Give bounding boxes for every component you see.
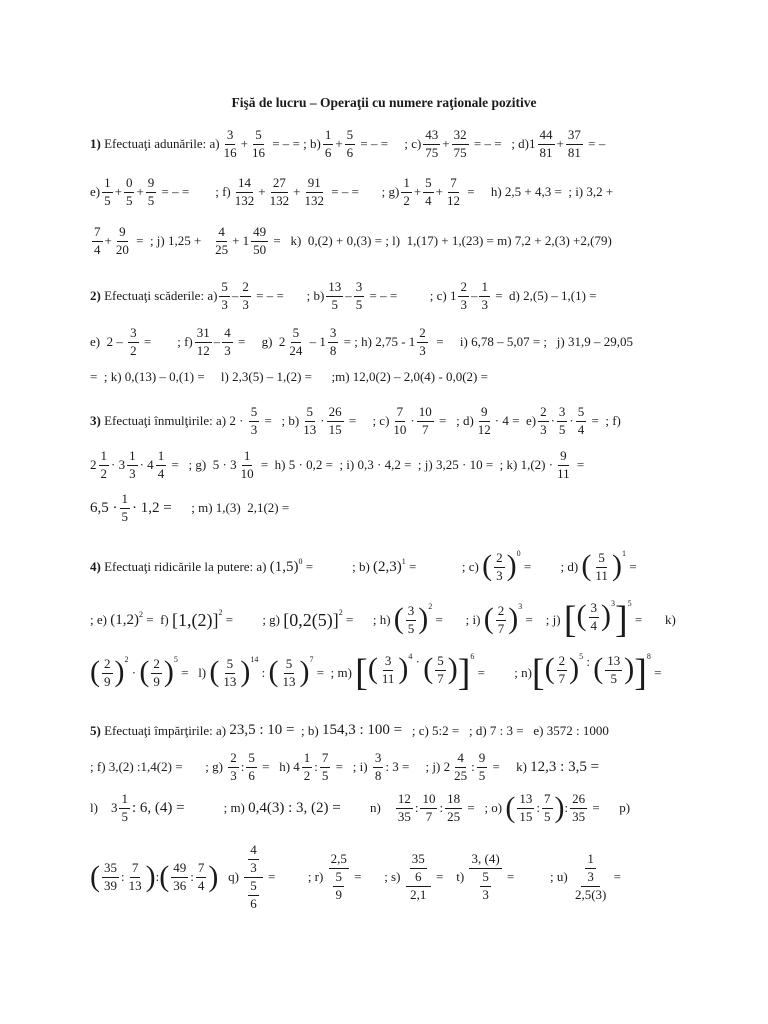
item-j-label: ; j) xyxy=(545,612,561,627)
exercise-1-line-3: $\frac{7}{4}$ + $\frac{9}{20}$ = ; j) 1,25 + $\frac{4}{25}$ + 1 $\frac{49}{50}$ = k) 0,(2) + 0,(3) = ; l) 1,(17) + 1,(23) = m) 7,2 + 2,(3) +2,(79) xyxy=(94,224,612,257)
power-expression: ( $\frac{5}{13}$ ) $^7$ xyxy=(268,654,314,689)
fraction: $\frac{14}{132}$ xyxy=(234,175,255,208)
item-f-label: ; f) xyxy=(177,334,193,350)
item-m-label: ; m) xyxy=(223,800,245,816)
item-g-label: ; g) xyxy=(262,612,281,627)
item-b-label: ; b) xyxy=(306,288,325,304)
fraction: $\frac{9}{5}$ xyxy=(478,750,486,783)
item-j-label: ; j) xyxy=(417,457,433,473)
fraction: $\frac{5}{3}$ xyxy=(250,404,258,437)
fraction: $\frac{7}{4}$ xyxy=(197,859,205,893)
fraction: $\frac{3}{5}$ xyxy=(558,404,566,437)
item-r-label: ; r) xyxy=(307,869,324,885)
fraction: $\frac{0}{5}$ xyxy=(125,175,133,208)
item-g-label: ; g) xyxy=(205,759,223,775)
fraction: $\frac{5}{6}$ xyxy=(346,127,354,160)
exercise-5-line-4: ( $\frac{35}{39}$ : $\frac{7}{13}$ ) : ( $\frac{49}{36}$ : $\frac{7}{4}$ ) q) $\frac{\frac{4}{3}}{\frac{5}{6}}$ = ; r) $\frac{2,5}{\frac{5}{9}}$ = ; s) $\frac{\frac{35}{6}}{2,1}$ = t) $\frac{3, (4)}{\frac{5}{3}}$ = ; u) $\frac{\frac{1}{3}}{2,5(3)}$ = xyxy=(90,842,621,911)
item-g-label: g) xyxy=(261,334,273,350)
exercise-1-line-2: e) $\frac{1}{5}$ + $\frac{0}{5}$ + $\frac{9}{5}$ = – = ; f) $\frac{14}{132}$ + $\frac{27}{132}$ + $\frac{91}{132}$ = – = ; g) $\frac{1}{2}$ + $\frac{5}{4}$ + $\frac{7}{12}$ = h) 2,5 + 4,3 = ; i) 3,2 + xyxy=(90,175,614,208)
fraction: $\frac{2}{3}$ xyxy=(230,750,237,783)
exercise-2-heading: Efectuaţi scăderile: a) xyxy=(104,288,218,304)
power-expression: [ ( $\frac{2}{7}$ ) $^5$ : ( $\frac{13}{5}$ ) ] $^8$ xyxy=(531,652,651,694)
fraction: $\frac{35}{39}$ xyxy=(104,859,117,893)
fraction: $\frac{3}{5}$ xyxy=(355,279,363,312)
fraction: $\frac{3}{2}$ xyxy=(130,325,137,358)
power-expression: [1,(2)] $^2$ xyxy=(171,607,223,630)
item-d-label: ; d) xyxy=(560,559,579,575)
fraction: $\frac{1}{2}$ xyxy=(100,448,107,481)
fraction: $\frac{1}{6}$ xyxy=(324,127,332,160)
item-k-l-m-text: k) 0,(2) + 0,(3) = ; l) 1,(17) + 1,(23) = m) 7,2 + 2,(3) +2,(79) xyxy=(290,233,612,249)
exercise-3-line-2: 2 $\frac{1}{2}$ · 3 $\frac{1}{3}$ · 4 $\frac{1}{4}$ = ; g) 5 · 3 $\frac{1}{10}$ = h) 5 · 0,2 = ; i) 0,3 · 4,2 = ; j) 3,25 · 10 = ; k) 1,(2) · $\frac{9}{11}$ = xyxy=(90,448,585,481)
fraction: $\frac{4}{3}$ xyxy=(224,325,231,358)
fraction: $\frac{5}{3}$ xyxy=(221,279,228,312)
power-expression: [0,2(5)] $^2$ xyxy=(283,607,343,630)
fraction: $\frac{5}{13}$ xyxy=(303,404,317,437)
exercise-4-line-2: ; e) (1,2) $^2$ = f) [1,(2)] $^2$ = ; g) [0,2(5)] $^2$ = ; h) ( $\frac{3}{5}$ ) $^2$ = ; i) ( $\frac{2}{7}$ ) $^3$ = ; j) [ ( $\frac{3}{4}$ ) $^3$ ] $^5$ = k) xyxy=(90,599,676,641)
power-expression: ( $\frac{2}{3}$ ) $^0$ xyxy=(482,549,521,583)
fraction: $\frac{7}{5}$ xyxy=(321,750,329,783)
fraction: $\frac{1}{5}$ xyxy=(104,175,111,208)
item-m-expression: 0,4(3) : 3, (2) = xyxy=(248,799,341,816)
exercise-5-number: 5) xyxy=(90,722,101,738)
fraction: $\frac{9}{12}$ xyxy=(477,404,491,437)
fraction: $\frac{7}{12}$ xyxy=(447,175,460,208)
item-i-label: ; i) xyxy=(465,612,481,627)
fraction: $\frac{2}{3}$ xyxy=(419,325,426,358)
exercise-1-heading: Efectuaţi adunările: a) xyxy=(104,136,220,152)
fraction: $\frac{10}{7}$ xyxy=(422,791,436,824)
fraction: $\frac{26}{35}$ xyxy=(572,791,586,824)
fraction: $\frac{18}{25}$ xyxy=(447,791,461,824)
complex-fraction: $\frac{\frac{4}{3}}{\frac{5}{6}}$ xyxy=(244,843,263,912)
fraction: $\frac{13}{5}$ xyxy=(328,279,342,312)
fraction: $\frac{1}{3}$ xyxy=(129,448,136,481)
power-expression: ( $\frac{3}{5}$ ) $^2$ xyxy=(393,601,433,636)
fraction: $\frac{9}{20}$ xyxy=(115,224,129,257)
item-m-label: ; m) xyxy=(330,665,352,680)
item-d-label: ; d) xyxy=(511,136,530,152)
item-l-label: l) xyxy=(198,665,207,680)
fraction: $\frac{5}{4}$ xyxy=(577,404,585,437)
power-expression: ( $\frac{5}{11}$ ) $^1$ xyxy=(581,549,626,583)
fraction: $\frac{26}{15}$ xyxy=(328,404,342,437)
item-d-label: ; d) xyxy=(456,413,474,429)
fraction: $\frac{2}{3}$ xyxy=(242,279,249,312)
complex-fraction: $\frac{3, (4)}{\frac{5}{3}}$ xyxy=(471,850,500,902)
item-c-d-e-text: ; c) 5:2 = ; d) 7 : 3 = e) 3572 : 1000 xyxy=(411,722,609,738)
item-h-label: h) xyxy=(274,457,286,473)
fraction: $\frac{2}{3}$ xyxy=(540,404,547,437)
fraction: $\frac{3}{16}$ xyxy=(223,127,237,160)
exercise-3-heading: Efectuaţi înmulţirile: a) xyxy=(104,413,227,429)
item-d-text: d) 2,(5) – 1,(1) = xyxy=(509,288,597,304)
item-l-label: l) xyxy=(90,800,98,816)
item-k-expression: 12,3 : 3,5 = xyxy=(530,758,600,775)
complex-fraction: $\frac{2,5}{\frac{5}{9}}$ xyxy=(330,850,347,902)
item-f-label: f) xyxy=(160,612,169,627)
fraction: $\frac{1}{2}$ xyxy=(303,750,311,783)
item-f-text: ; f) 3,(2) :1,4(2) = xyxy=(90,759,183,775)
item-b-label: ; b) xyxy=(303,136,321,152)
fraction: $\frac{5}{24}$ xyxy=(289,325,303,358)
exercise-4-number: 4) xyxy=(90,559,101,575)
power-expression: (1,2) $^2$ xyxy=(110,609,143,628)
fraction: $\frac{1}{5}$ xyxy=(121,791,128,824)
exercise-2-line-1: 2) Efectuaţi scăderile: a) $\frac{5}{3}$ – $\frac{2}{3}$ = – = ; b) $\frac{13}{5}$ – $\frac{3}{5}$ = – = ; c) 1 $\frac{2}{3}$ – $\frac{1}{3}$ = d) 2,(5) – 1,(1) = xyxy=(90,279,597,312)
fraction: $\frac{4}{25}$ xyxy=(454,750,468,783)
item-c-label: ; c) xyxy=(372,413,390,429)
fraction: $\frac{37}{81}$ xyxy=(567,127,581,160)
item-j-label: ; j) 1,25 + xyxy=(149,233,202,249)
item-f-label: ; f) xyxy=(605,413,621,429)
exercise-5-line-2: ; f) 3,(2) :1,4(2) = ; g) $\frac{2}{3}$ : $\frac{5}{6}$ = h) 4 $\frac{1}{2}$ : $\frac{7}{5}$ = ; i) $\frac{3}{8}$ : 3 = ; j) 2 $\frac{4}{25}$ : $\frac{9}{5}$ = k) 12,3 : 3,5 = xyxy=(90,750,600,783)
power-expression: ( $\frac{2}{9}$ ) $^5$ xyxy=(139,654,178,689)
item-n-label: n) xyxy=(370,800,381,816)
item-f-label: ; f) xyxy=(215,184,231,200)
item-c-label: ; c) xyxy=(461,559,479,575)
fraction: $\frac{27}{132}$ xyxy=(269,175,290,208)
item-b-label: ; b) xyxy=(281,413,300,429)
fraction: $\frac{5}{4}$ xyxy=(425,175,432,208)
item-i-label: ; i) xyxy=(339,457,355,473)
exercise-2-line-2: e) 2 – $\frac{3}{2}$ = ; f) $\frac{31}{12}$ – $\frac{4}{3}$ = g) 2 $\frac{5}{24}$ – 1 $\frac{3}{8}$ = ; h) 2,75 - 1 $\frac{2}{3}$ = i) 6,78 – 5,07 = ; j) 31,9 – 29,05 xyxy=(90,325,633,358)
fraction: $\frac{49}{36}$ xyxy=(173,859,187,893)
item-l-prefix: 6,5 · xyxy=(90,499,118,516)
exercise-1-number: 1) xyxy=(90,136,101,152)
item-o-label: ; o) xyxy=(484,800,503,816)
item-a-expression: 23,5 : 10 = xyxy=(229,722,295,738)
power-expression: [ ( $\frac{3}{4}$ ) $^3$ ] $^5$ xyxy=(563,599,632,641)
item-e-label: e) xyxy=(90,334,101,350)
item-p-label: p) xyxy=(619,800,631,816)
item-k-label: ; k) 1,(2) · xyxy=(499,457,554,473)
fraction: $\frac{5}{16}$ xyxy=(251,127,265,160)
fraction: $\frac{4}{25}$ xyxy=(215,224,229,257)
fraction: $\frac{9}{11}$ xyxy=(557,448,570,481)
page-title: Fişă de lucru – Operaţii cu numere raţionale pozitive xyxy=(231,95,537,110)
fraction: $\frac{44}{81}$ xyxy=(539,127,553,160)
item-b-label: ; b) xyxy=(300,722,319,738)
exercise-3-line-3 xyxy=(90,492,289,525)
exercise-5-line-1 xyxy=(90,722,609,739)
item-b-label: ; b) xyxy=(352,559,370,575)
power-expression: ( $\frac{5}{13}$ ) $^{14}$ xyxy=(209,654,259,689)
fraction: $\frac{91}{132}$ xyxy=(304,175,324,208)
fraction: $\frac{1}{10}$ xyxy=(240,448,254,481)
item-t-label: t) xyxy=(456,869,465,885)
fraction: $\frac{7}{4}$ xyxy=(94,224,101,257)
exercise-4-line-3: ( $\frac{2}{9}$ ) $^2$ · ( $\frac{2}{9}$ ) $^5$ = l) ( $\frac{5}{13}$ ) $^{14}$ : ( $\frac{5}{13}$ ) $^7$ = ; m) [ ( $\frac{3}{11}$ ) $^4$ · ( $\frac{5}{7}$ ) ] $^6$ = ; n) [ ( $\frac{2}{7}$ ) $^5$ : ( $\frac{13}{5}$ ) ] $^8$ = xyxy=(90,652,662,694)
fraction: $\frac{31}{12}$ xyxy=(196,325,210,358)
fraction: $\frac{13}{15}$ xyxy=(519,791,533,824)
complex-fraction: $\frac{\frac{1}{3}}{2,5(3)}$ xyxy=(574,850,607,902)
item-g-label: ; g) xyxy=(188,457,207,473)
fraction: $\frac{43}{75}$ xyxy=(425,127,439,160)
fraction: $\frac{9}{5}$ xyxy=(147,175,155,208)
fraction: $\frac{3}{8}$ xyxy=(329,325,337,358)
fraction: $\frac{1}{4}$ xyxy=(157,448,165,481)
exercise-3-line-1: 3) Efectuaţi înmulţirile: a) 2 · $\frac{5}{3}$ = ; b) $\frac{5}{13}$ · $\frac{26}{15}$ = ; c) $\frac{7}{10}$ · $\frac{10}{7}$ = ; d) $\frac{9}{12}$ · 4 = e) $\frac{2}{3}$ · $\frac{3}{5}$ · $\frac{5}{4}$ = ; f) xyxy=(90,404,621,437)
fraction: $\frac{1}{5}$ xyxy=(121,491,128,524)
item-i-j-text: i) 6,78 – 5,07 = ; j) 31,9 – 29,05 xyxy=(459,334,633,350)
fraction: $\frac{7}{5}$ xyxy=(544,791,551,824)
item-e-label: ; e) xyxy=(90,612,107,627)
fraction: $\frac{2}{3}$ xyxy=(460,279,467,312)
item-h-expression: 5 · 0,2 = xyxy=(288,457,333,473)
fraction: $\frac{32}{75}$ xyxy=(453,127,467,160)
fraction: $\frac{1}{2}$ xyxy=(403,175,410,208)
fraction: $\frac{7}{10}$ xyxy=(393,404,407,437)
fraction: $\frac{12}{35}$ xyxy=(397,791,411,824)
item-k-l-m-text: = ; k) 0,(13) – 0,(1) = l) 2,3(5) – 1,(2) = ;m) 12,0(2) – 2,0(4) - 0,0(2) = xyxy=(90,369,488,384)
power-expression: ( $\frac{2}{9}$ ) $^2$ xyxy=(90,654,129,689)
item-g-label: ; g) xyxy=(381,184,400,200)
exercise-4-line-1: 4) Efectuaţi ridicările la putere: a) (1,5) $^0$ = ; b) (2,3) $^1$ = ; c) ( $\frac{2}{3}$ ) $^0$ = ; d) ( $\frac{5}{11}$ ) $^1$ = xyxy=(90,549,637,583)
exercise-5-line-3: l) 3 $\frac{1}{5}$ : 6, (4) = ; m) 0,4(3) : 3, (2) = n) $\frac{12}{35}$ : $\frac{10}{7}$ : $\frac{18}{25}$ = ; o) ( $\frac{13}{15}$ : $\frac{7}{5}$ ) : $\frac{26}{35}$ = p) xyxy=(90,791,631,825)
item-h-label: h) xyxy=(279,759,291,775)
item-l-suffix: · 1,2 = xyxy=(132,499,172,516)
fraction: $\frac{10}{7}$ xyxy=(418,404,432,437)
item-s-label: ; s) xyxy=(384,869,401,885)
fraction: $\frac{5}{6}$ xyxy=(248,750,255,783)
exercise-1-line-1: 1) Efectuaţi adunările: a) $\frac{3}{16}$ + $\frac{5}{16}$ = – = ; b) $\frac{1}{6}$ + $\frac{5}{6}$ = – = ; c) $\frac{43}{75}$ + $\frac{32}{75}$ = – = ; d) 1 $\frac{44}{81}$ + $\frac{37}{81}$ = – xyxy=(90,127,606,160)
item-e-label: e) xyxy=(525,413,537,429)
item-n-label: ; n) xyxy=(514,665,532,680)
item-m-label: ; m) 1,(3) xyxy=(191,500,241,516)
item-k-label: k) xyxy=(665,612,676,627)
power-expression: [ ( $\frac{3}{11}$ ) $^4$ · ( $\frac{5}{7}$ ) ] $^6$ xyxy=(355,652,475,694)
item-h-label: ; h) xyxy=(372,612,391,627)
item-m-expression: 2,1(2) = xyxy=(247,500,290,516)
exercise-5-heading: Efectuaţi împărţirile: a) xyxy=(104,722,227,738)
power-expression: (1,5) $^0$ xyxy=(269,556,303,575)
item-i-label: ; i) xyxy=(352,759,368,775)
item-c-label: ; c) xyxy=(429,288,447,304)
item-k-label: k) xyxy=(516,759,527,775)
item-i-expression: 0,3 · 4,2 = xyxy=(357,457,412,473)
exercise-3-number: 3) xyxy=(90,413,101,429)
item-c-label: ; c) xyxy=(404,136,422,152)
item-j-expression: 3,25 · 10 = xyxy=(435,457,494,473)
fraction: $\frac{3}{8}$ xyxy=(374,750,382,783)
power-expression: (2,3) $^1$ xyxy=(373,556,406,575)
fraction: $\frac{7}{13}$ xyxy=(128,859,142,893)
exercise-2-number: 2) xyxy=(90,288,101,304)
exercise-2-line-3 xyxy=(90,369,488,385)
item-h-label: ; h) 2,75 - xyxy=(354,334,406,350)
item-b-expression: 154,3 : 100 = xyxy=(321,722,403,738)
item-j-label: ; j) xyxy=(425,759,441,775)
fraction: $\frac{49}{50}$ xyxy=(253,224,267,257)
item-u-label: ; u) xyxy=(550,869,568,885)
item-h-i-text: h) 2,5 + 4,3 = ; i) 3,2 + xyxy=(490,184,614,200)
power-expression: ( $\frac{2}{7}$ ) $^3$ xyxy=(483,601,523,636)
item-e-label: e) xyxy=(90,184,101,200)
exercise-4-heading: Efectuaţi ridicările la putere: a) xyxy=(104,559,267,575)
fraction: $\frac{1}{3}$ xyxy=(481,279,488,312)
complex-fraction: $\frac{\frac{35}{6}}{2,1}$ xyxy=(406,852,431,903)
item-q-label: q) xyxy=(228,869,239,885)
